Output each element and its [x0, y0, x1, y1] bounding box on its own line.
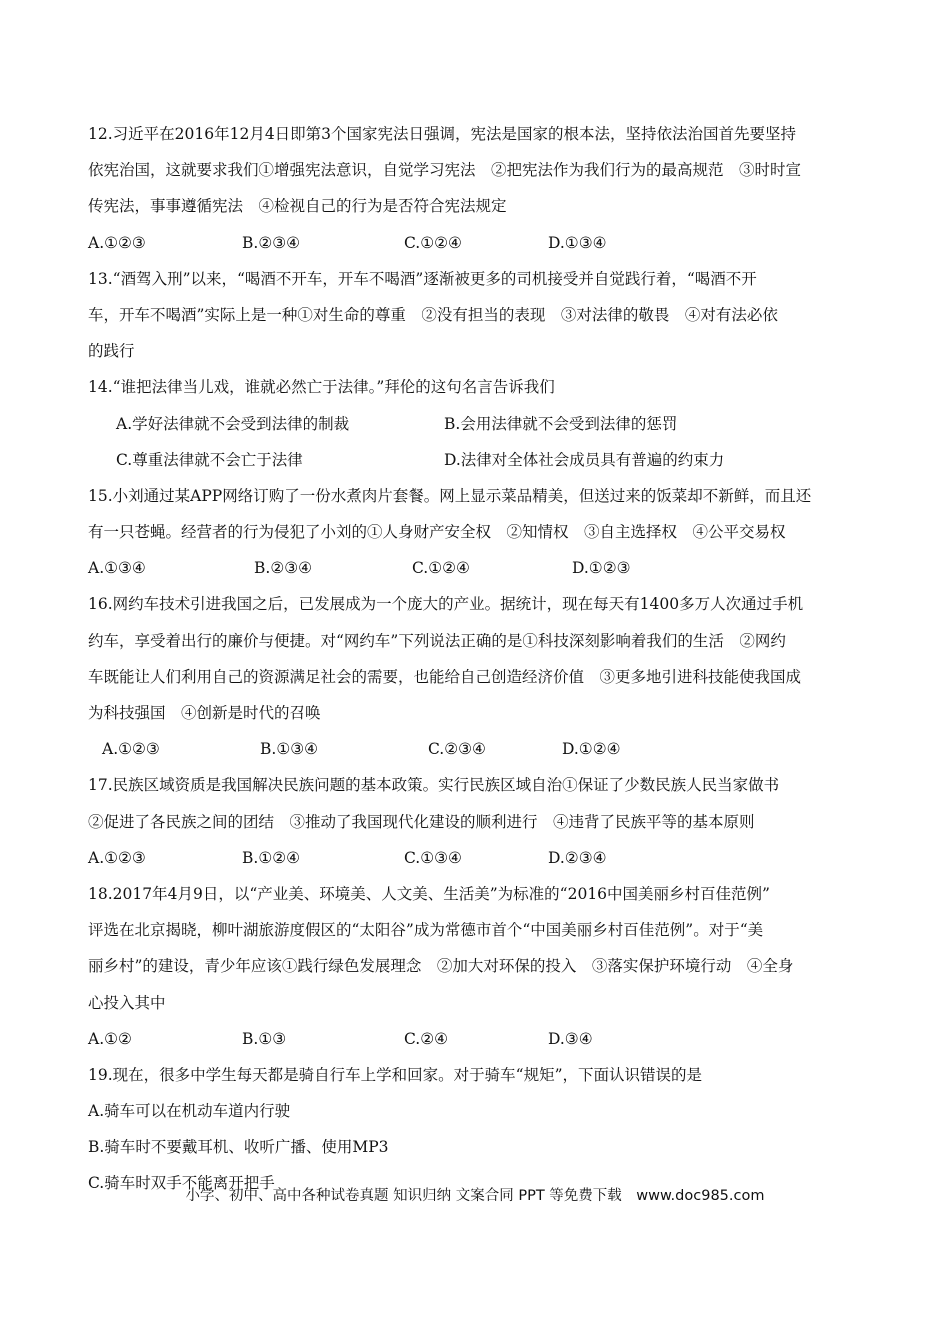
question-text-line: 依宪治国，这就要求我们①增强宪法意识，自觉学习宪法 ②把宪法作为我们行为的最高规范 ③时时宣 — [88, 161, 802, 180]
question-text-line: 17.民族区域资质是我国解决民族问题的基本政策。实行民族区域自治①保证了少数民族人民当家做书 — [88, 776, 780, 795]
option-c: C.②③④ — [428, 740, 486, 759]
option-c: C.①③④ — [404, 848, 462, 867]
question-text-line: 15.小刘通过某APP网络订购了一份水煮肉片套餐。网上显示菜品精美，但送过来的饭菜却不新鲜，而且还 — [88, 486, 812, 505]
option-b: B.会用法律就不会受到法律的惩罚 — [444, 414, 678, 433]
option-a: A.①③④ — [88, 559, 146, 578]
option-c: C.①②④ — [412, 559, 470, 578]
question-text-line: 18.2017年4月9日，以“产业美、环境美、人文美、生活美”为标准的“2016中国美丽乡村百佳范例” — [88, 884, 770, 903]
question-12 — [88, 116, 866, 261]
answer-options — [88, 550, 866, 586]
option-d: D.①②④ — [562, 740, 621, 759]
question-13 — [88, 261, 866, 370]
option-a: A.学好法律就不会受到法律的制裁 — [116, 414, 350, 433]
question-text-line: 16.网约车技术引进我国之后，已发展成为一个庞大的产业。据统计，现在每天有1400多万人次通过手机 — [88, 595, 804, 614]
question-text-line: 车既能让人们利用自己的资源满足社会的需要，也能给自己创造经济价值 ③更多地引进科技能使我国成 — [88, 667, 802, 686]
option-b: B.骑车时不要戴耳机、收听广播、使用MP3 — [88, 1138, 389, 1157]
question-14 — [88, 369, 866, 478]
option-d: D.①③④ — [548, 233, 607, 252]
option-b: B.①②④ — [242, 848, 301, 867]
option-b: B.①③④ — [260, 740, 319, 759]
question-text-line: ②促进了各民族之间的团结 ③推动了我国现代化建设的顺利进行 ④违背了民族平等的基本原则 — [88, 812, 755, 831]
page-footer: 小学、初中、高中各种试卷真题 知识归纳 文案合同 PPT 等免费下载 www.doc985.com — [185, 1188, 765, 1204]
questions-block — [88, 116, 866, 1202]
option-d: D.法律对全体社会成员具有普遍的约束力 — [444, 450, 725, 469]
question-text-line: 14.“谁把法律当儿戏，谁就必然亡于法律。”拜伦的这句名言告诉我们 — [88, 378, 555, 397]
question-text-line: 有一只苍蝇。经营者的行为侵犯了小刘的①人身财产安全权 ②知情权 ③自主选择权 ④公平交易权 — [88, 523, 786, 542]
option-d: D.③④ — [548, 1029, 593, 1048]
question-text-line: 传宪法，事事遵循宪法 ④检视自己的行为是否符合宪法规定 — [88, 197, 507, 216]
question-text-line: 评选在北京揭晓，柳叶湖旅游度假区的“太阳谷”成为常德市首个“中国美丽乡村百佳范例”。对于“美 — [88, 921, 764, 940]
answer-options — [88, 840, 866, 876]
question-text-line: 12.习近平在2016年12月4日即第3个国家宪法日强调，宪法是国家的根本法，坚持依法治国首先要坚持 — [88, 125, 797, 143]
question-text-line: 为科技强国 ④创新是时代的召唤 — [88, 704, 321, 722]
option-a: A.①② — [88, 1029, 132, 1048]
question-text-line: 13.“酒驾入刑”以来，“喝酒不开车，开车不喝酒”逐渐被更多的司机接受并自觉践行着，“喝酒不开 — [88, 269, 757, 288]
option-d: D.②③④ — [548, 848, 607, 867]
answer-options — [88, 406, 866, 442]
question-text-line: 约车，享受着出行的廉价与便捷。对“网约车”下列说法正确的是①科技深刻影响着我们的生活 ②网约 — [88, 631, 786, 650]
question-17 — [88, 767, 866, 876]
answer-options — [88, 442, 866, 478]
option-b: B.②③④ — [242, 233, 301, 252]
answer-options — [88, 731, 866, 767]
question-16 — [88, 586, 866, 767]
answer-options — [88, 1021, 866, 1057]
question-18 — [88, 876, 866, 1057]
option-c: C.②④ — [404, 1029, 449, 1048]
answer-options — [88, 225, 866, 261]
option-c: C.骑车时双手不能离开把手 — [88, 1174, 275, 1193]
option-d: D.①②③ — [572, 559, 631, 578]
option-a: A.骑车可以在机动车道内行驶 — [88, 1102, 291, 1121]
question-text-line: 的践行 — [88, 342, 135, 361]
option-c: C.尊重法律就不会亡于法律 — [116, 450, 303, 469]
option-b: B.②③④ — [254, 559, 313, 578]
question-19 — [88, 1057, 866, 1202]
question-15 — [88, 478, 866, 587]
question-text-line: 丽乡村”的建设，青少年应该①践行绿色发展理念 ②加大对环保的投入 ③落实保护环境行动 ④全身 — [88, 957, 794, 976]
question-text-line: 车，开车不喝酒”实际上是一种①对生命的尊重 ②没有担当的表现 ③对法律的敬畏 ④对有法必依 — [88, 305, 778, 324]
option-a: A.①②③ — [88, 233, 146, 252]
option-a: A.①②③ — [102, 740, 160, 759]
question-text-line: 19.现在，很多中学生每天都是骑自行车上学和回家。对于骑车“规矩”，下面认识错误的是 — [88, 1065, 703, 1084]
option-a: A.①②③ — [88, 848, 146, 867]
option-c: C.①②④ — [404, 233, 462, 252]
question-text-line: 心投入其中 — [88, 993, 166, 1012]
option-b: B.①③ — [242, 1029, 287, 1048]
